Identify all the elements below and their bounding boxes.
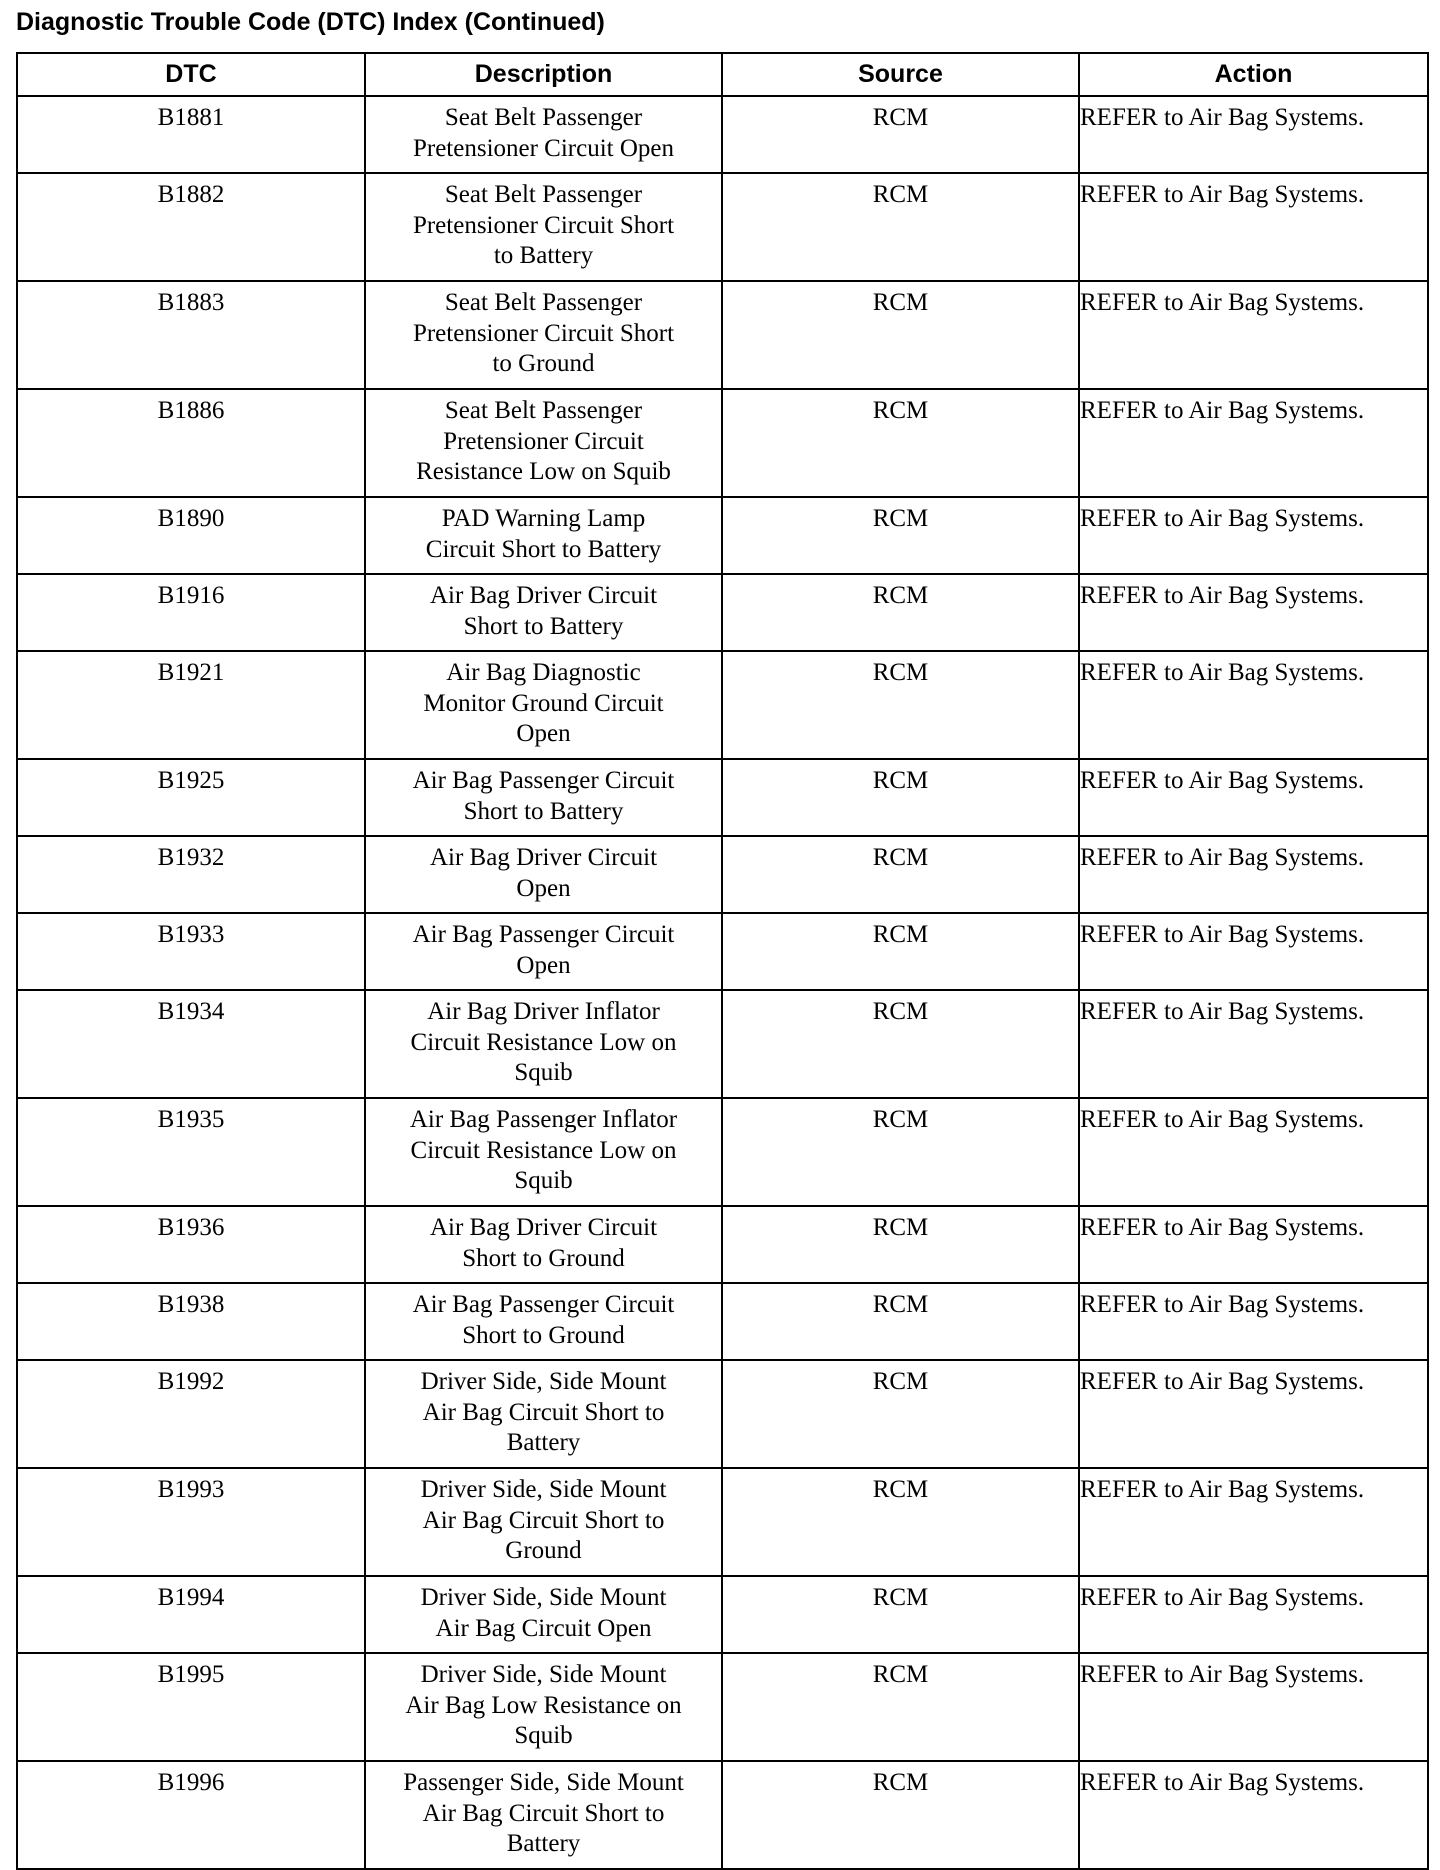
action-prefix: REFER to	[1080, 998, 1184, 1025]
header-action: Action	[1079, 53, 1428, 96]
table-row	[17, 173, 1428, 281]
action-link[interactable]: Air Bag Systems.	[1188, 1476, 1365, 1503]
cell-source: RCM	[722, 1468, 1079, 1576]
cell-source: RCM	[722, 497, 1079, 574]
cell-source: RCM	[722, 1653, 1079, 1761]
cell-source: RCM	[722, 836, 1079, 913]
table-row	[17, 1468, 1428, 1576]
table-row	[17, 990, 1428, 1098]
cell-description: Air Bag Driver Circuit Short to Ground	[365, 1206, 722, 1283]
cell-dtc: B1933	[17, 913, 365, 990]
cell-source: RCM	[722, 651, 1079, 759]
action-link[interactable]: Air Bag Systems.	[1188, 998, 1365, 1025]
cell-dtc: B1890	[17, 497, 365, 574]
table-row	[17, 1360, 1428, 1468]
cell-source: RCM	[722, 913, 1079, 990]
action-prefix: REFER to	[1080, 289, 1184, 316]
table-row	[17, 1761, 1428, 1869]
cell-description: Air Bag Driver Circuit Open	[365, 836, 722, 913]
action-link[interactable]: Air Bag Systems.	[1188, 1368, 1365, 1395]
header-dtc: DTC	[17, 53, 365, 96]
table-row	[17, 651, 1428, 759]
action-link[interactable]: Air Bag Systems.	[1188, 767, 1365, 794]
action-prefix: REFER to	[1080, 1291, 1184, 1318]
cell-action	[1079, 497, 1428, 574]
cell-source: RCM	[722, 96, 1079, 173]
cell-description: Air Bag Passenger Circuit Open	[365, 913, 722, 990]
action-link[interactable]: Air Bag Systems.	[1188, 1291, 1365, 1318]
cell-source: RCM	[722, 574, 1079, 651]
cell-dtc: B1992	[17, 1360, 365, 1468]
cell-dtc: B1938	[17, 1283, 365, 1360]
cell-dtc: B1936	[17, 1206, 365, 1283]
cell-description: Air Bag Driver Inflator Circuit Resistance Low on Squib	[365, 990, 722, 1098]
header-source: Source	[722, 53, 1079, 96]
cell-action	[1079, 759, 1428, 836]
cell-dtc: B1916	[17, 574, 365, 651]
cell-action	[1079, 96, 1428, 173]
action-prefix: REFER to	[1080, 1769, 1184, 1796]
cell-description: Seat Belt Passenger Pretensioner Circuit Resistance Low on Squib	[365, 389, 722, 497]
table-row	[17, 1098, 1428, 1206]
table-row	[17, 389, 1428, 497]
action-link[interactable]: Air Bag Systems.	[1188, 289, 1365, 316]
action-prefix: REFER to	[1080, 1661, 1184, 1688]
cell-action	[1079, 1206, 1428, 1283]
cell-description: Passenger Side, Side Mount Air Bag Circuit Short to Battery	[365, 1761, 722, 1869]
cell-action	[1079, 173, 1428, 281]
cell-dtc: B1882	[17, 173, 365, 281]
page-title: Diagnostic Trouble Code (DTC) Index (Continued)	[16, 8, 605, 36]
action-prefix: REFER to	[1080, 1106, 1184, 1133]
action-prefix: REFER to	[1080, 1368, 1184, 1395]
cell-action	[1079, 281, 1428, 389]
cell-action	[1079, 651, 1428, 759]
table-row	[17, 1653, 1428, 1761]
table-row	[17, 281, 1428, 389]
action-link[interactable]: Air Bag Systems.	[1188, 659, 1365, 686]
cell-description: Seat Belt Passenger Pretensioner Circuit Short to Ground	[365, 281, 722, 389]
cell-source: RCM	[722, 1283, 1079, 1360]
cell-description: Air Bag Passenger Inflator Circuit Resistance Low on Squib	[365, 1098, 722, 1206]
cell-dtc: B1921	[17, 651, 365, 759]
cell-dtc: B1934	[17, 990, 365, 1098]
table-row	[17, 96, 1428, 173]
cell-dtc: B1993	[17, 1468, 365, 1576]
table-body	[17, 96, 1428, 1869]
cell-source: RCM	[722, 1576, 1079, 1653]
cell-source: RCM	[722, 281, 1079, 389]
cell-action	[1079, 1360, 1428, 1468]
action-link[interactable]: Air Bag Systems.	[1188, 582, 1365, 609]
cell-source: RCM	[722, 1206, 1079, 1283]
cell-source: RCM	[722, 1761, 1079, 1869]
cell-action	[1079, 574, 1428, 651]
cell-action	[1079, 1283, 1428, 1360]
cell-dtc: B1881	[17, 96, 365, 173]
cell-action	[1079, 1098, 1428, 1206]
cell-source: RCM	[722, 1360, 1079, 1468]
cell-action	[1079, 990, 1428, 1098]
table-row	[17, 574, 1428, 651]
table-row	[17, 1206, 1428, 1283]
cell-action	[1079, 389, 1428, 497]
cell-description: Seat Belt Passenger Pretensioner Circuit Short to Battery	[365, 173, 722, 281]
cell-description: PAD Warning Lamp Circuit Short to Battery	[365, 497, 722, 574]
action-prefix: REFER to	[1080, 505, 1184, 532]
cell-dtc: B1996	[17, 1761, 365, 1869]
cell-action	[1079, 1653, 1428, 1761]
action-link[interactable]: Air Bag Systems.	[1188, 181, 1365, 208]
action-prefix: REFER to	[1080, 921, 1184, 948]
table-row	[17, 913, 1428, 990]
table-row	[17, 1283, 1428, 1360]
cell-dtc: B1932	[17, 836, 365, 913]
cell-action	[1079, 836, 1428, 913]
cell-description: Driver Side, Side Mount Air Bag Circuit Short to Ground	[365, 1468, 722, 1576]
action-prefix: REFER to	[1080, 397, 1184, 424]
action-prefix: REFER to	[1080, 181, 1184, 208]
action-prefix: REFER to	[1080, 844, 1184, 871]
action-prefix: REFER to	[1080, 582, 1184, 609]
table-row	[17, 759, 1428, 836]
action-prefix: REFER to	[1080, 659, 1184, 686]
action-prefix: REFER to	[1080, 1476, 1184, 1503]
cell-dtc: B1935	[17, 1098, 365, 1206]
action-link[interactable]: Air Bag Systems.	[1188, 921, 1365, 948]
cell-description: Air Bag Diagnostic Monitor Ground Circuit Open	[365, 651, 722, 759]
cell-dtc: B1883	[17, 281, 365, 389]
cell-action	[1079, 1468, 1428, 1576]
cell-source: RCM	[722, 389, 1079, 497]
header-description: Description	[365, 53, 722, 96]
action-prefix: REFER to	[1080, 1214, 1184, 1241]
cell-dtc: B1995	[17, 1653, 365, 1761]
cell-action	[1079, 913, 1428, 990]
cell-description: Driver Side, Side Mount Air Bag Circuit Short to Battery	[365, 1360, 722, 1468]
cell-description: Driver Side, Side Mount Air Bag Low Resistance on Squib	[365, 1653, 722, 1761]
action-link[interactable]: Air Bag Systems.	[1188, 397, 1365, 424]
cell-dtc: B1994	[17, 1576, 365, 1653]
cell-description: Air Bag Passenger Circuit Short to Ground	[365, 1283, 722, 1360]
cell-description: Seat Belt Passenger Pretensioner Circuit Open	[365, 96, 722, 173]
action-prefix: REFER to	[1080, 104, 1184, 131]
action-link[interactable]: Air Bag Systems.	[1188, 1769, 1365, 1796]
cell-source: RCM	[722, 173, 1079, 281]
cell-dtc: B1886	[17, 389, 365, 497]
action-prefix: REFER to	[1080, 1584, 1184, 1611]
cell-action	[1079, 1761, 1428, 1869]
cell-action	[1079, 1576, 1428, 1653]
action-link[interactable]: Air Bag Systems.	[1188, 505, 1365, 532]
cell-source: RCM	[722, 990, 1079, 1098]
cell-source: RCM	[722, 1098, 1079, 1206]
header-row	[17, 53, 1428, 96]
table-row	[17, 1576, 1428, 1653]
action-prefix: REFER to	[1080, 767, 1184, 794]
action-link[interactable]: Air Bag Systems.	[1188, 844, 1365, 871]
table-row	[17, 497, 1428, 574]
action-link[interactable]: Air Bag Systems.	[1188, 1106, 1365, 1133]
cell-source: RCM	[722, 759, 1079, 836]
action-link[interactable]: Air Bag Systems.	[1188, 1661, 1365, 1688]
cell-description: Air Bag Passenger Circuit Short to Battery	[365, 759, 722, 836]
action-link[interactable]: Air Bag Systems.	[1188, 104, 1365, 131]
cell-description: Air Bag Driver Circuit Short to Battery	[365, 574, 722, 651]
cell-description: Driver Side, Side Mount Air Bag Circuit Open	[365, 1576, 722, 1653]
action-link[interactable]: Air Bag Systems.	[1188, 1584, 1365, 1611]
table-row	[17, 836, 1428, 913]
dtc-table	[16, 52, 1429, 1870]
action-link[interactable]: Air Bag Systems.	[1188, 1214, 1365, 1241]
cell-dtc: B1925	[17, 759, 365, 836]
